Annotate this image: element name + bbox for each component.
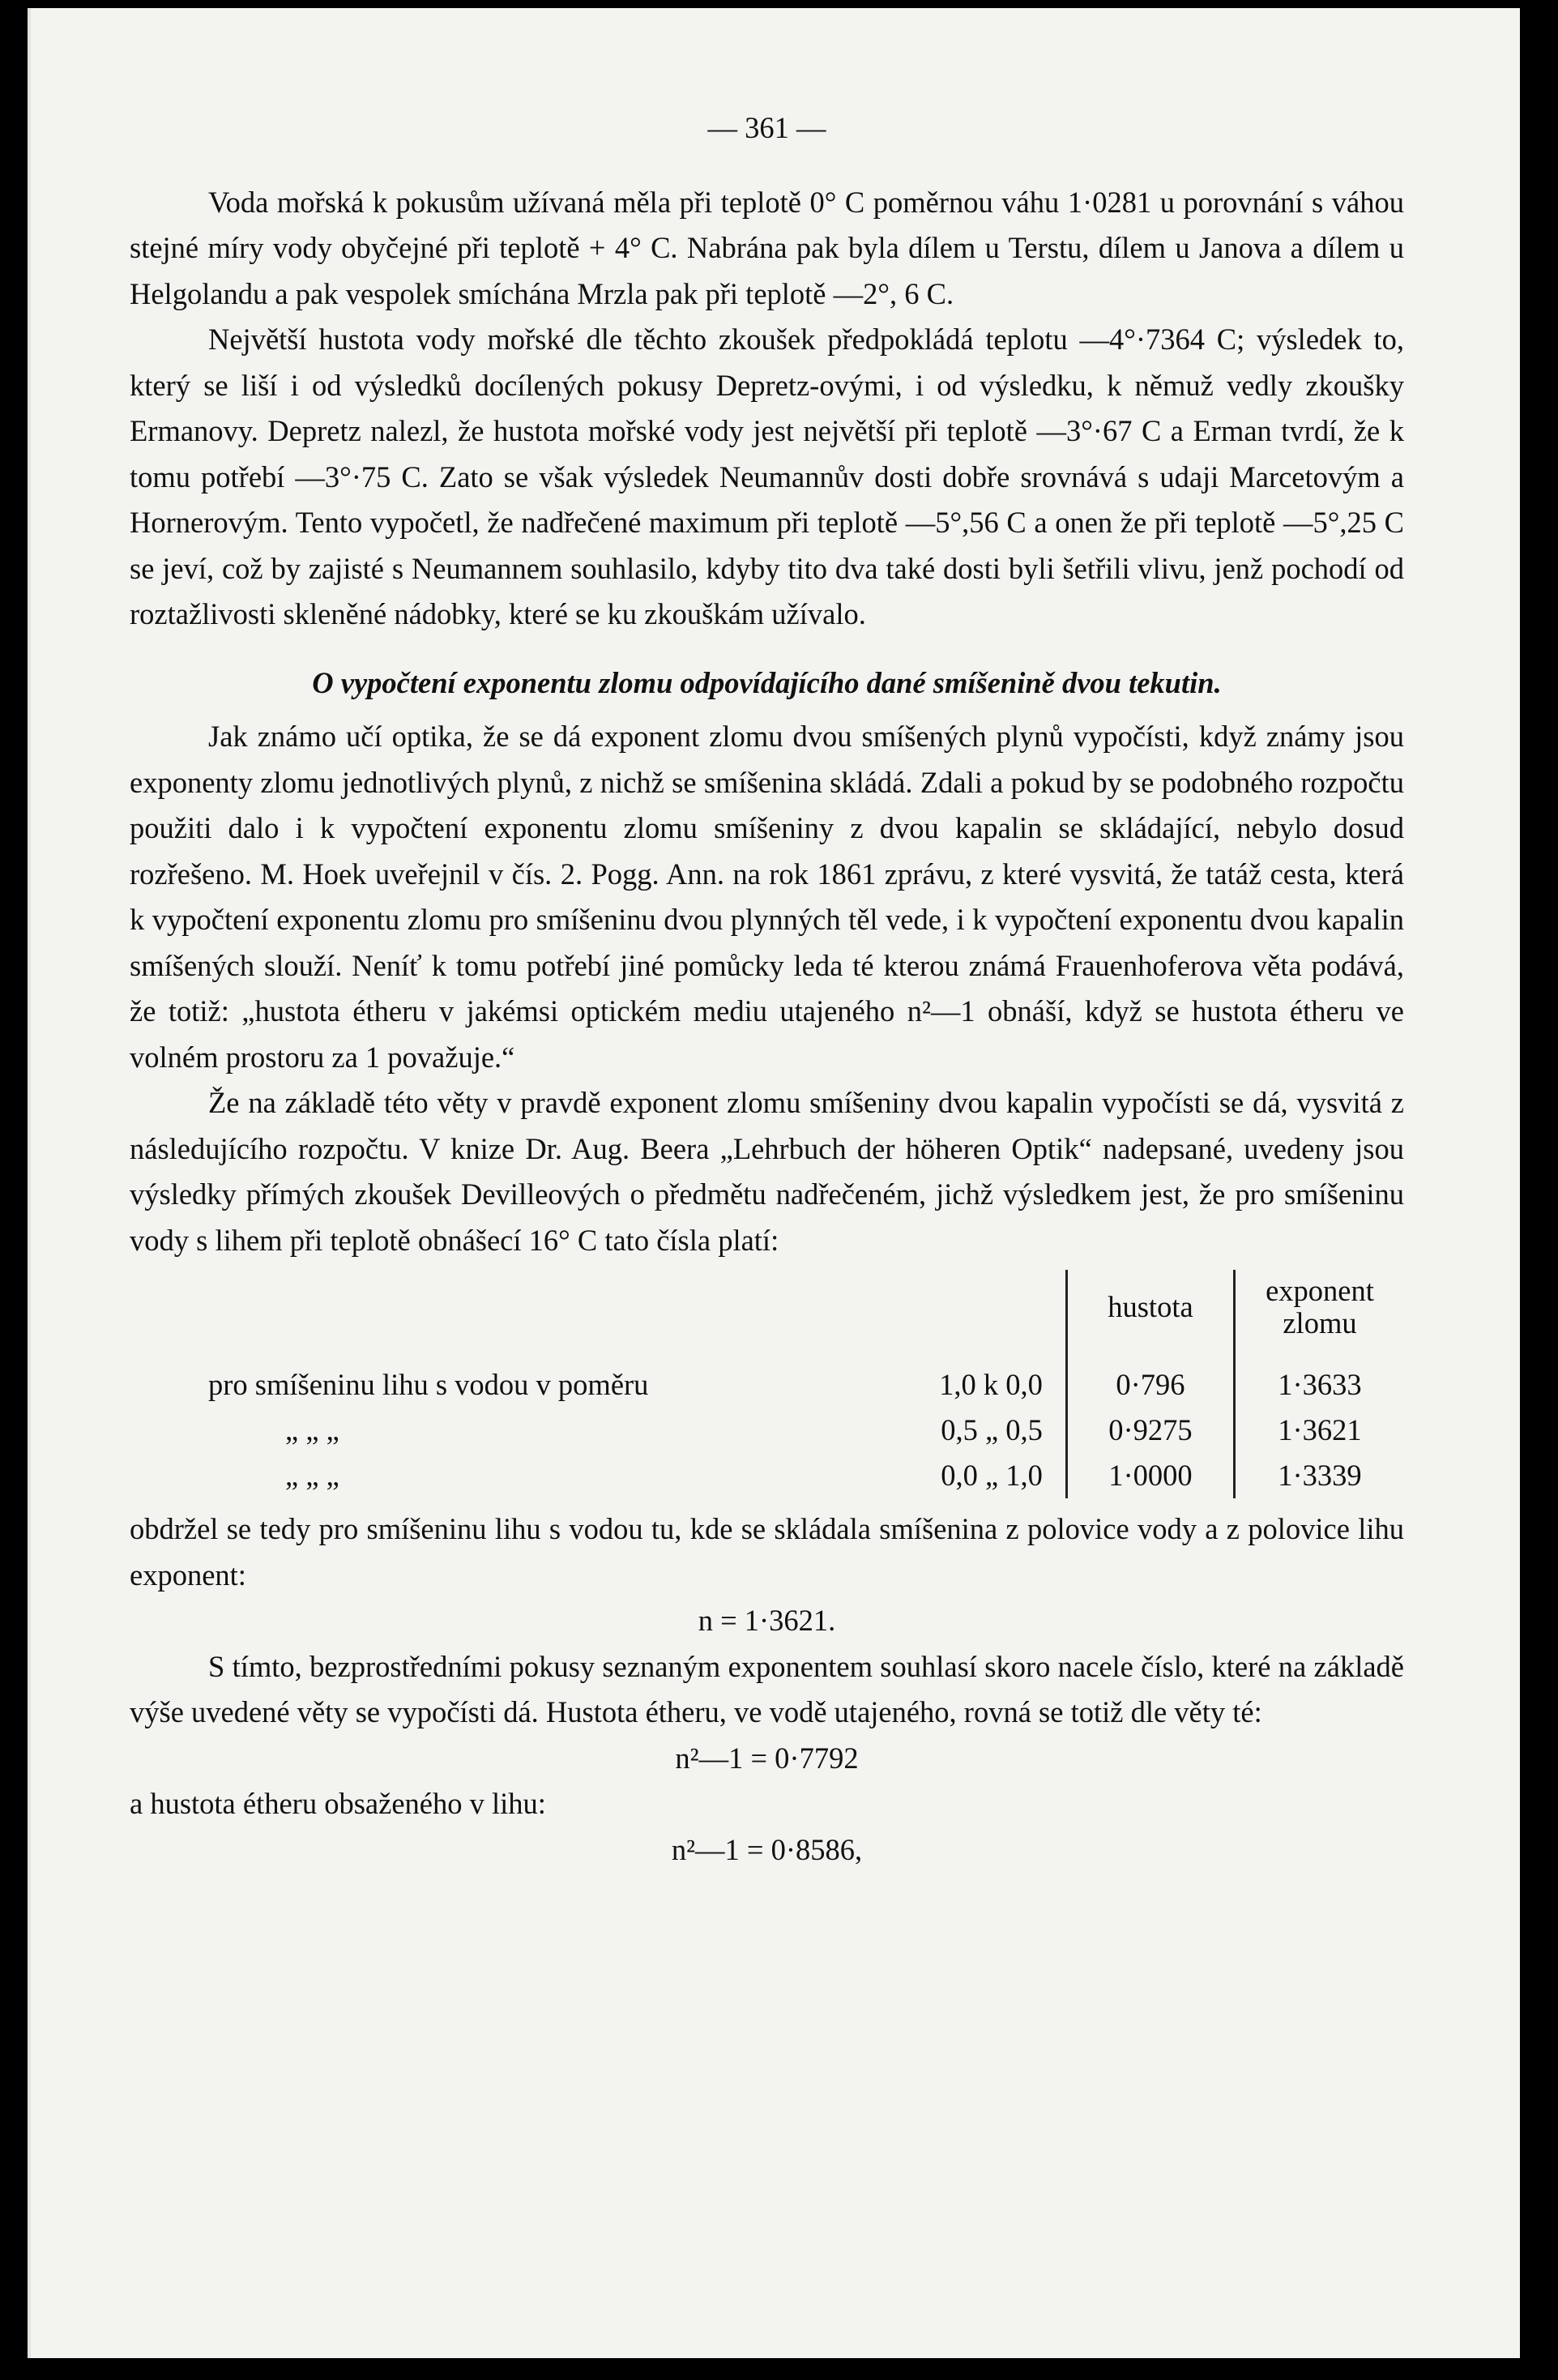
book-page: [28, 8, 1520, 2358]
row-hustota: 0·9275: [1066, 1408, 1234, 1453]
page-number: — 361 —: [707, 111, 826, 144]
row-exponent: 1·3621: [1234, 1408, 1404, 1453]
section-heading: O vypočtení exponentu zlomu odpovídajícího dané smíšenině dvou tekutin.: [312, 665, 1222, 699]
table-row: [208, 1453, 1404, 1498]
formula-n: n = 1·3621.: [698, 1604, 836, 1637]
paragraph-alcohol: a hustota étheru obsaženého v lihu:: [130, 1787, 546, 1820]
paragraph-result: obdržel se tedy pro smíšeninu lihu s vodou tu, kde se skládala smíšenina z polovice vody a z polovice lihu exponent:: [130, 1512, 1404, 1592]
table-header-exponent: exponent zlomu: [1234, 1270, 1404, 1362]
table-header-row: [208, 1270, 1404, 1362]
paragraph-optics: Jak známo učí optika, že se dá exponent zlomu dvou smíšených plynů vypočísti, když známy jsou exponenty zlomu jednotlivých plynů, z nichž se smíšenina skládá. Zdali a pokud by se podobného rozpočtu použiti dalo i k vypočtení exponentu zlomu smíšeniny z dvou kapalin se skládající, nebylo dosud rozřešeno. M. Hoek uveřejnil v čís. 2. Pogg. Ann. na rok 1861 zprávu, z které vysvitá, že tatáž cesta, která k vypočtení exponentu zlomu pro smíšeninu dvou plynných těl vede, i k vypočtení exponentu dvou kapalin smíšených slouží. Neníť k tomu potřebí jiné pomůcky leda té kterou známá Frauenhoferova věta podává, že totiž: „hustota étheru v jakémsi optickém mediu utajeného n²—1 obnáší, když se hustota étheru ve volném prostoru za 1 považuje.“: [130, 720, 1404, 1074]
row-ratio: 0,5 „ 0,5: [941, 1413, 1043, 1446]
row-label: „ „ „: [285, 1413, 339, 1446]
formula-water: n²—1 = 0·7792: [675, 1741, 859, 1775]
paragraph-beer: Že na základě této věty v pravdě exponent zlomu smíšeniny dvou kapalin vypočísti se dá, vysvitá z následujícího rozpočtu. V knize Dr. Aug. Beera „Lehrbuch der höheren Optik“ nadepsané, uvedeny jsou výsledky přímých zkoušek Devilleových o předmětu nadřečeném, jichž výsledkem jest, že pro smíšeninu vody s lihem při teplotě obnášecí 16° C tato čísla platí:: [130, 1086, 1404, 1257]
row-exponent: 1·3633: [1234, 1362, 1404, 1408]
row-label: pro smíšeninu lihu s vodou v poměru: [208, 1368, 649, 1401]
page-text: [130, 105, 1404, 1873]
row-ratio: 0,0 „ 1,0: [941, 1459, 1043, 1492]
paragraph-sea-water: Voda mořská k pokusům užívaná měla při teplotě 0° C poměrnou váhu 1·0281 u porovnání s váhou stejné míry vody obyčejné při teplotě + 4° C. Nabrána pak byla dílem u Terstu, dílem u Janova a dílem u Helgolandu a pak vespolek smíchána Mrzla pak při teplotě —2°, 6 C.: [130, 185, 1404, 310]
paragraph-comparison: S tímto, bezprostředními pokusy seznaným exponentem souhlasí skoro nacele číslo, které na základě výše uvedené věty se vypočísti dá. Hustota étheru, ve vodě utajeného, rovná se totiž dle věty té:: [130, 1649, 1404, 1728]
data-table: [208, 1270, 1404, 1498]
row-ratio: 1,0 k 0,0: [939, 1368, 1043, 1401]
table-row: [208, 1362, 1404, 1408]
row-hustota: 0·796: [1066, 1362, 1234, 1408]
table-row: [208, 1408, 1404, 1453]
row-exponent: 1·3339: [1234, 1453, 1404, 1498]
paragraph-max-density: Největší hustota vody mořské dle těchto zkoušek předpokládá teplotu —4°·7364 C; výsledek to, který se liší i od výsledků docílených pokusy Depretz-ovými, i od výsledku, k němuž vedly zkoušky Ermanovy. Depretz nalezl, že hustota mořské vody jest největší při teplotě —3°·67 C a Erman tvrdí, že k tomu potřebí —3°·75 C. Zato se však výsledek Neumannův dosti dobře srovnává s udaji Marcetovým a Hornerovým. Tento vypočetl, že nadřečené maximum při teplotě —5°,56 C a onen že při teplotě —5°,25 C se jeví, což by zajisté s Neumannem souhlasilo, kdyby tito dva také dosti byli šetřili vlivu, jenž pochodí od roztažlivosti skleněné nádobky, které se ku zkouškám užívalo.: [130, 323, 1404, 630]
table-header-hustota: hustota: [1066, 1270, 1234, 1362]
row-hustota: 1·0000: [1066, 1453, 1234, 1498]
row-label: „ „ „: [285, 1459, 339, 1492]
formula-alcohol: n²—1 = 0·8586,: [671, 1832, 863, 1866]
